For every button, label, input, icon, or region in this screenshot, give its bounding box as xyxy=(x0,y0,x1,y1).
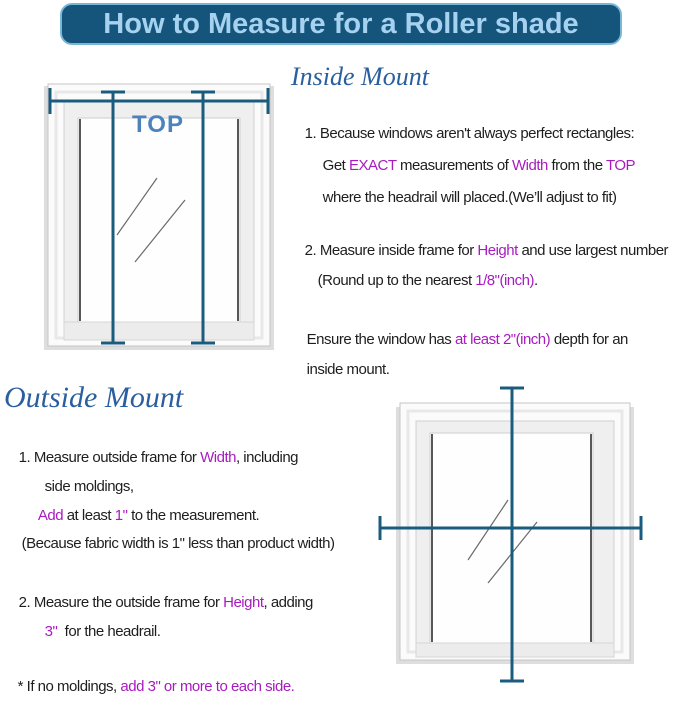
inside-step1-line2: Get EXACT measurements of Width from the TOP xyxy=(322,157,636,174)
inside-depth-note-line2: inside mount. xyxy=(306,361,390,378)
inside-step2-line1: 2. Measure inside frame for Height and use largest number xyxy=(304,242,669,259)
page-title: How to Measure for a Roller shade xyxy=(103,7,579,40)
inside-depth-note-line1: Ensure the window has at least 2"(inch) depth for an xyxy=(306,331,628,348)
inside-mount-window-diagram xyxy=(30,58,280,358)
top-label: TOP xyxy=(132,111,184,138)
outside-mount-window-diagram xyxy=(370,378,655,685)
outside-step1-line1: 1. Measure outside frame for Width, including xyxy=(18,449,298,466)
outside-step1-line2: side moldings, xyxy=(44,478,134,495)
header-banner xyxy=(60,3,622,45)
outside-moldings-note: * If no moldings, add 3" or more to each side. xyxy=(17,678,295,695)
outside-step1-line4: (Because fabric width is 1" less than product width) xyxy=(21,535,335,552)
inside-step1-line1: 1. Because windows aren't always perfect rectangles: xyxy=(304,125,635,142)
window-glass xyxy=(78,118,240,322)
outside-mount-title: Outside Mount xyxy=(4,381,184,414)
inside-step1-line3: where the headrail will placed.(We’ll adjust to fit) xyxy=(322,189,617,206)
inside-step2-line2: (Round up to the nearest 1/8"(inch). xyxy=(317,272,538,289)
outside-step2-line1: 2. Measure the outside frame for Height, adding xyxy=(18,594,313,611)
inside-mount-title: Inside Mount xyxy=(291,62,429,91)
window-sill xyxy=(416,643,614,657)
outside-step1-line3: Add at least 1" to the measurement. xyxy=(37,507,260,524)
outside-step2-line2: 3" for the headrail. xyxy=(44,623,161,640)
window-sill xyxy=(64,322,254,340)
